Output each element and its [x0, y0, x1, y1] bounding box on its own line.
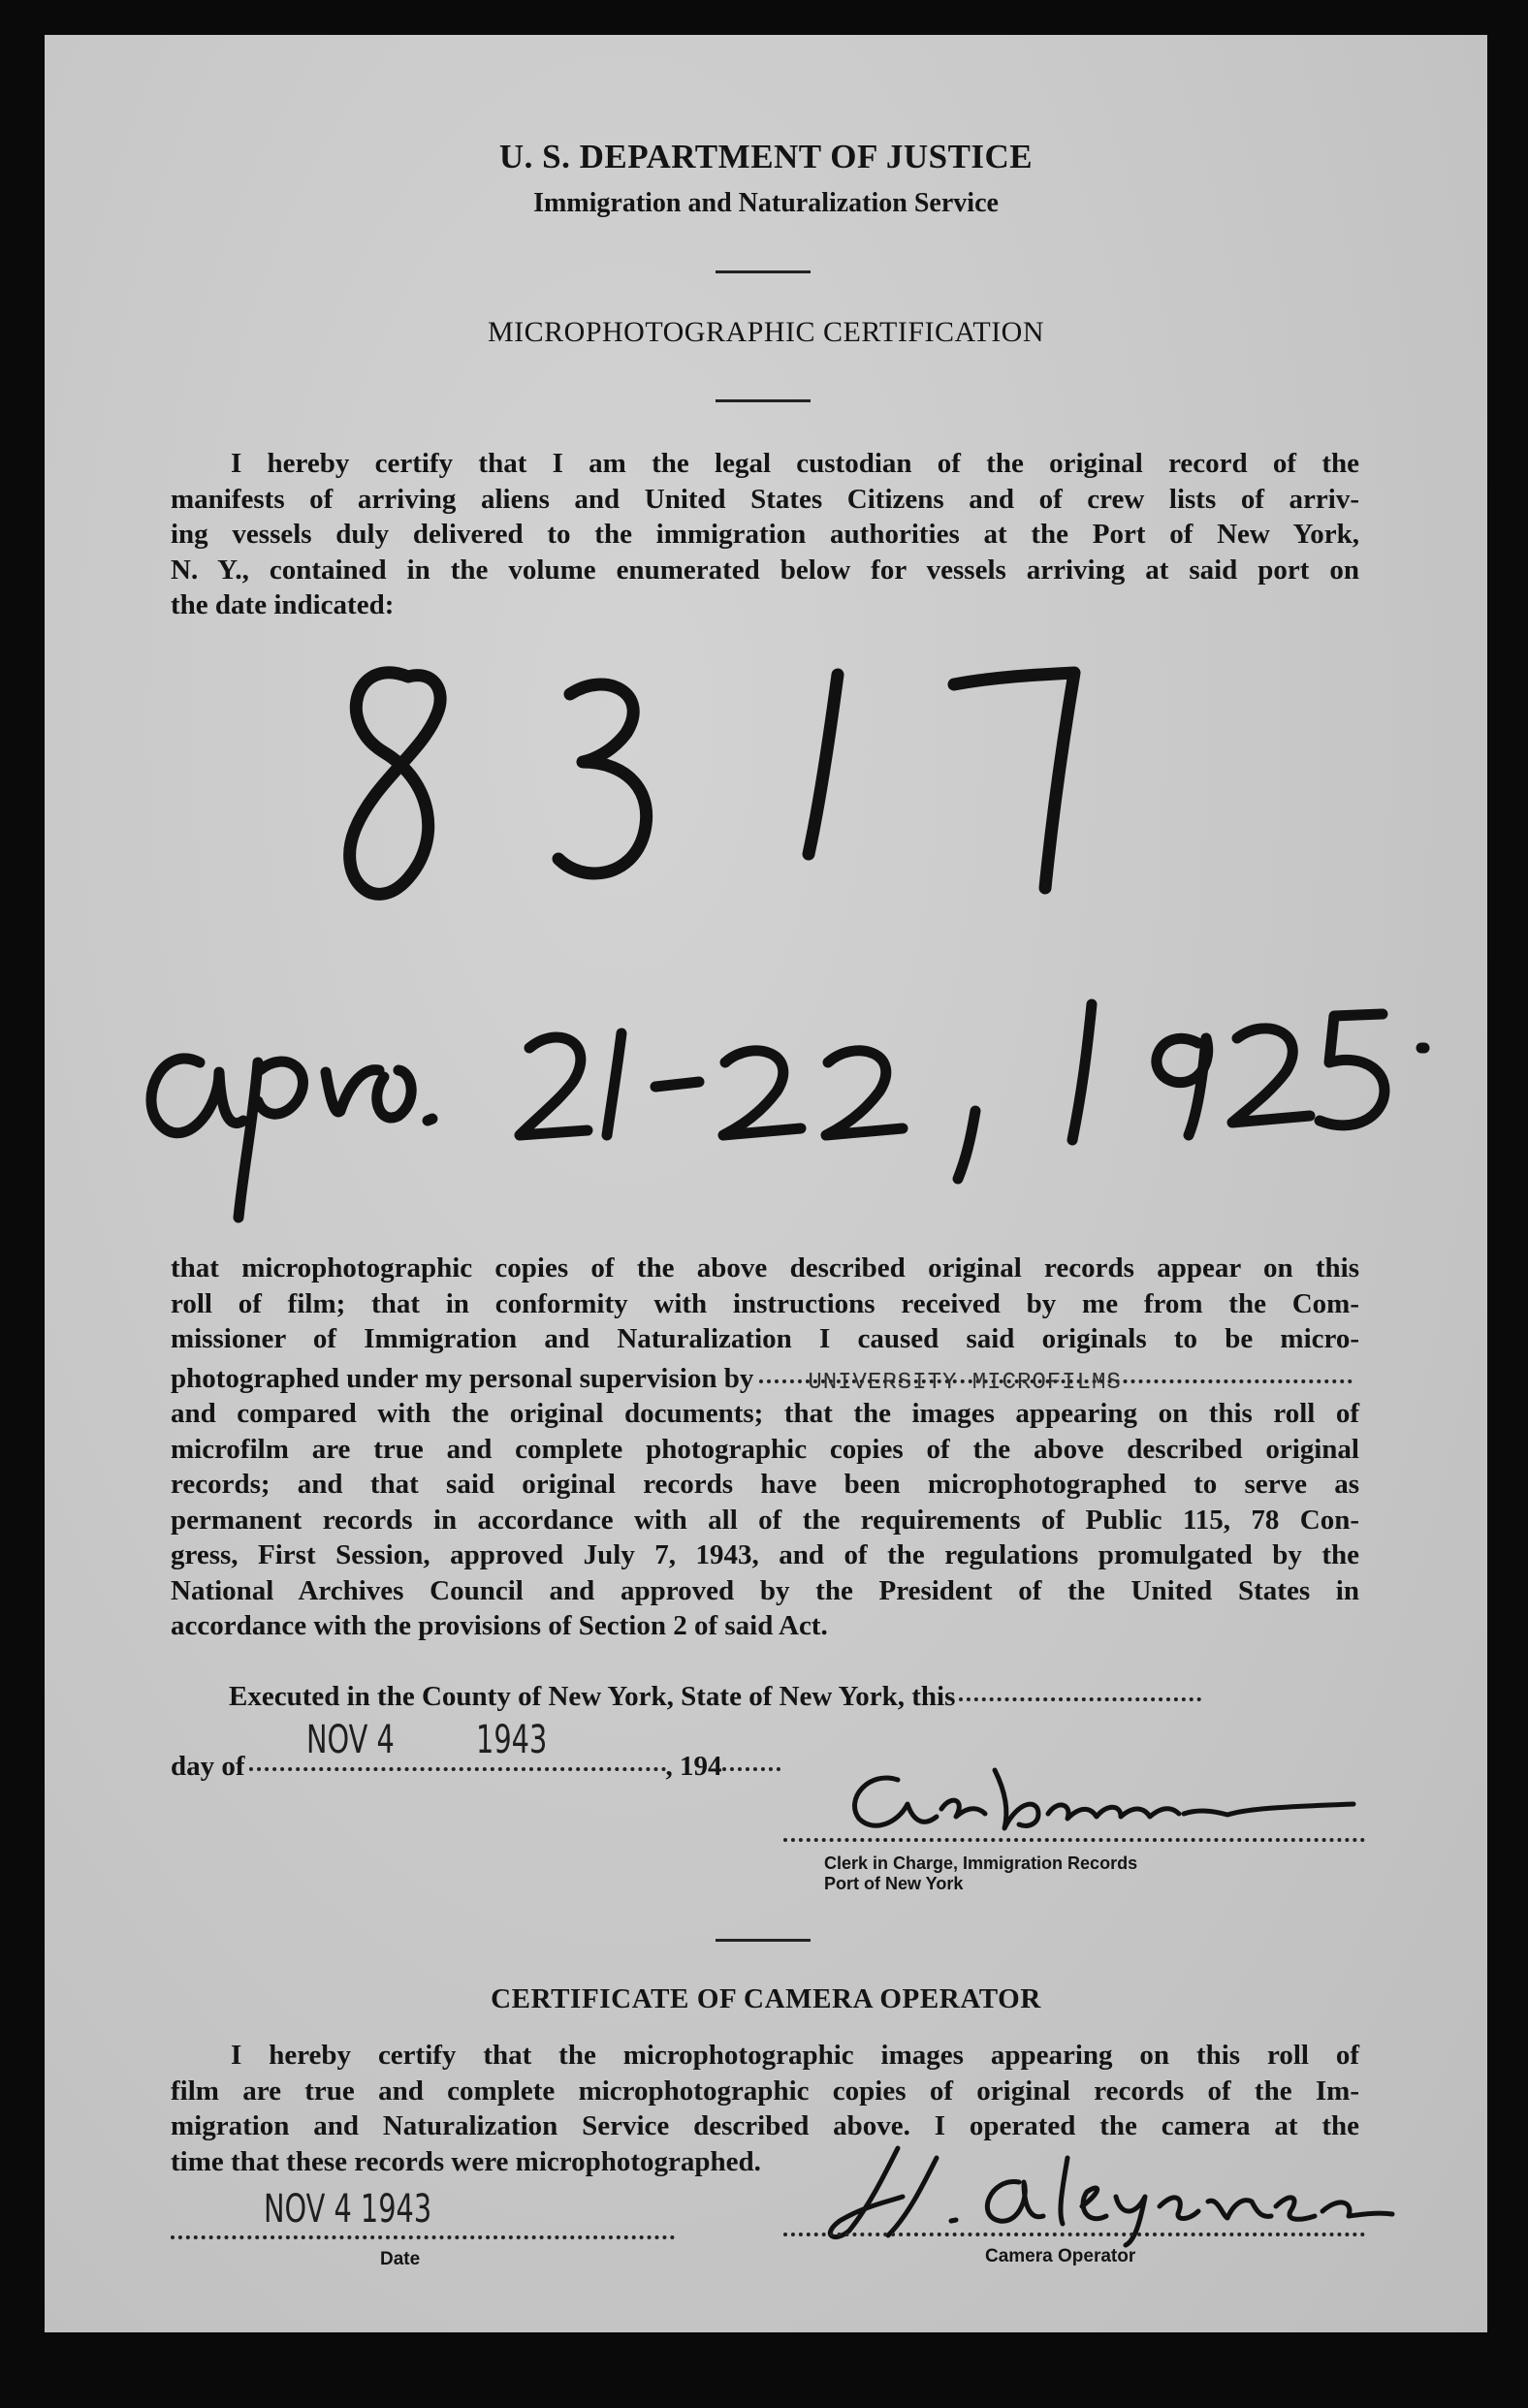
- text-line: migration and Naturalization Service described above. I operated the camera at the: [171, 2110, 1359, 2141]
- year-field: [722, 1767, 780, 1771]
- executed-line: [229, 1681, 1201, 1713]
- camera-operator-label: Camera Operator: [985, 2246, 1136, 2266]
- supervision-prefix: photographed under my personal supervision by: [171, 1362, 754, 1394]
- clerk-title-line: Port of New York: [824, 1874, 964, 1893]
- text-line: accordance with the provisions of Section 2 of said Act.: [171, 1610, 828, 1641]
- text-line: I hereby certify that the microphotographic images appearing on this roll of: [231, 2040, 1359, 2071]
- divider: [716, 399, 811, 402]
- text-line: gress, First Session, approved July 7, 1943, and of the regulations promulgated by the: [171, 1539, 1359, 1570]
- supervisor-typed: UNIVERSITY MICROFILMS: [808, 1369, 1122, 1396]
- supervision-line: [171, 1361, 1359, 1397]
- text-line: that microphotographic copies of the above described original records appear on this: [171, 1252, 1359, 1283]
- date-stamp-month-day: NOV 4: [306, 1718, 395, 1762]
- handwritten-volume-number: [316, 617, 1227, 927]
- executed-text: Executed in the County of New York, State of New York, this: [229, 1681, 956, 1712]
- text-line: I hereby certify that I am the legal custodian of the original record of the: [231, 448, 1359, 479]
- certificate-sheet: [45, 35, 1487, 2332]
- text-line: N. Y., contained in the volume enumerated below for vessels arriving at said port on: [171, 554, 1359, 586]
- executed-day-field: [959, 1697, 1201, 1701]
- day-of-field: [249, 1767, 666, 1771]
- text-line: microfilm are true and complete photographic copies of the above described original: [171, 1433, 1359, 1465]
- camera-operator-title: CERTIFICATE OF CAMERA OPERATOR: [491, 1983, 1041, 2014]
- divider: [716, 270, 811, 273]
- text-line: records; and that said original records have been microphotographed to serve as: [171, 1469, 1359, 1500]
- certification-title: MICROPHOTOGRAPHIC CERTIFICATION: [487, 316, 1045, 348]
- day-of-label: day of: [171, 1751, 245, 1782]
- clerk-signature: [830, 1760, 1373, 1848]
- service-subtitle: Immigration and Naturalization Service: [533, 188, 999, 218]
- camera-date-stamp: NOV 4 1943: [264, 2187, 432, 2232]
- intro-paragraph: [171, 446, 1359, 623]
- clerk-title-line: Clerk in Charge, Immigration Records: [824, 1854, 1138, 1873]
- date-stamp-year: 1943: [476, 1718, 548, 1762]
- body-paragraph: [171, 1251, 1359, 1644]
- department-title: U. S. DEPARTMENT OF JUSTICE: [498, 138, 1034, 175]
- clerk-signature-line: [783, 1838, 1365, 1842]
- day-of-line: [171, 1718, 780, 1783]
- text-line: missioner of Immigration and Naturalization I caused said originals to be micro-: [171, 1323, 1359, 1354]
- text-line: film are true and complete microphotographic copies of original records of the Im-: [171, 2075, 1359, 2107]
- date-line: [171, 2235, 675, 2239]
- camera-operator-signature-line: [783, 2233, 1365, 2236]
- text-line: National Archives Council and approved by the President of the United States in: [171, 1574, 1359, 1606]
- text-line: ing vessels duly delivered to the immigration authorities at the Port of New York,: [171, 519, 1359, 550]
- supervisor-field: [759, 1369, 1353, 1396]
- divider: [716, 1939, 811, 1942]
- text-line: permanent records in accordance with all of the requirements of Public 115, 78 Con-: [171, 1504, 1359, 1536]
- text-line: the date indicated:: [171, 589, 395, 620]
- text-line: manifests of arriving aliens and United States Citizens and of crew lists of arriv-: [171, 483, 1359, 515]
- date-label: Date: [380, 2249, 421, 2269]
- clerk-title: [824, 1854, 1137, 1894]
- handwritten-arrival-dates: [132, 956, 1470, 1227]
- year-prefix: , 194: [665, 1751, 722, 1782]
- text-line: roll of film; that in conformity with instructions received by me from the Com-: [171, 1287, 1359, 1319]
- camera-operator-signature: [791, 2139, 1392, 2245]
- text-line: time that these records were microphotographed.: [171, 2145, 761, 2177]
- text-line: and compared with the original documents; that the images appearing on this roll of: [171, 1398, 1359, 1429]
